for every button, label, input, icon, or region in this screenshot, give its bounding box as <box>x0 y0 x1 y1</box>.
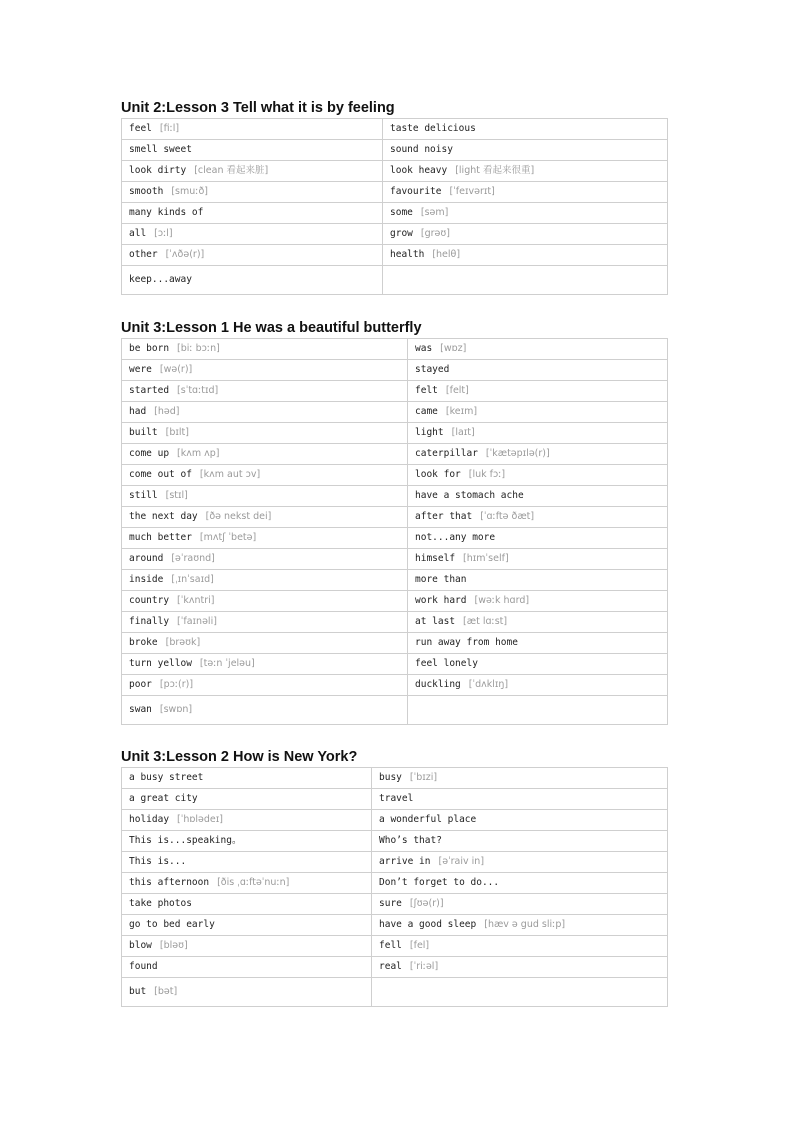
vocab-phonetic: [bət] <box>154 986 178 997</box>
vocab-phonetic: [brəʊk] <box>165 637 201 648</box>
vocab-word: favourite <box>390 186 442 197</box>
vocab-word: busy <box>379 772 402 783</box>
vocab-cell <box>122 915 372 936</box>
vocab-cell <box>408 381 668 402</box>
vocab-word: a busy street <box>129 772 204 783</box>
table-row <box>122 789 668 810</box>
vocab-phonetic: [təːn ˈjeləu] <box>199 658 255 669</box>
vocab-word: the next day <box>129 511 198 522</box>
vocab-phonetic: [clean 看起来脏] <box>194 165 269 176</box>
table-row <box>122 119 668 140</box>
vocab-phonetic: [hɪmˈself] <box>463 553 509 564</box>
vocab-phonetic: [ˈʌðə(r)] <box>165 249 205 260</box>
vocab-cell <box>383 119 668 140</box>
vocab-cell <box>383 266 668 295</box>
vocab-word: around <box>129 553 164 564</box>
vocab-phonetic: [felt] <box>445 385 469 396</box>
vocab-phonetic: [ˈfeɪvərɪt] <box>449 186 495 197</box>
vocab-cell <box>408 591 668 612</box>
vocab-word: come up <box>129 448 170 459</box>
vocab-cell <box>372 873 668 894</box>
vocab-word: have a good sleep <box>379 919 477 930</box>
vocab-cell <box>372 936 668 957</box>
vocab-cell <box>122 486 408 507</box>
vocab-word: feel lonely <box>415 658 478 669</box>
vocab-phonetic: [səm] <box>420 207 449 218</box>
section-title: Unit 3:Lesson 1 He was a beautiful butterfly <box>121 320 422 336</box>
vocab-table <box>121 118 668 295</box>
section-unit2-lesson3 <box>121 99 668 295</box>
vocab-cell <box>122 675 408 696</box>
vocab-cell <box>408 465 668 486</box>
vocab-cell <box>372 831 668 852</box>
vocab-word: run away from home <box>415 637 518 648</box>
vocab-cell <box>408 360 668 381</box>
vocab-word: not...any more <box>415 532 496 543</box>
vocab-word: grow <box>390 228 413 239</box>
vocab-cell <box>122 182 383 203</box>
vocab-word: travel <box>379 793 414 804</box>
table-row <box>122 696 668 725</box>
vocab-phonetic: [wɒz] <box>440 343 467 354</box>
vocab-cell <box>372 810 668 831</box>
table-row <box>122 486 668 507</box>
vocab-cell <box>122 402 408 423</box>
vocab-word: sure <box>379 898 402 909</box>
table-row <box>122 957 668 978</box>
vocab-word: still <box>129 490 158 501</box>
table-row <box>122 381 668 402</box>
table-row <box>122 528 668 549</box>
vocab-cell <box>122 831 372 852</box>
vocab-phonetic: [əˈraʊnd] <box>171 553 215 564</box>
vocab-word: arrive in <box>379 856 431 867</box>
vocab-cell <box>408 423 668 444</box>
vocab-word: inside <box>129 574 164 585</box>
vocab-phonetic: [ðə nekst dei] <box>205 511 272 522</box>
vocab-word: real <box>379 961 402 972</box>
vocab-phonetic: [ʃʊə(r)] <box>409 898 444 909</box>
table-row <box>122 654 668 675</box>
vocab-cell <box>122 852 372 873</box>
vocab-cell <box>408 402 668 423</box>
vocab-phonetic: [ˈɑːftə ðæt] <box>480 511 535 522</box>
table-row <box>122 675 668 696</box>
vocab-phonetic: [ˈkætəpɪlə(r)] <box>485 448 550 459</box>
vocab-phonetic: [mʌtʃ ˈbetə] <box>199 532 257 543</box>
vocab-cell <box>122 224 383 245</box>
vocab-cell <box>408 612 668 633</box>
vocab-word: at last <box>415 616 456 627</box>
vocab-cell <box>122 203 383 224</box>
table-row <box>122 224 668 245</box>
vocab-phonetic: [ˈfaɪnəli] <box>177 616 217 627</box>
table-row <box>122 852 668 873</box>
vocab-cell <box>122 957 372 978</box>
vocab-phonetic: [grəʊ] <box>420 228 450 239</box>
vocab-word: other <box>129 249 158 260</box>
vocab-word: feel <box>129 123 152 134</box>
vocab-word: sound noisy <box>390 144 453 155</box>
vocab-phonetic: [swɒn] <box>159 704 193 715</box>
table-row <box>122 810 668 831</box>
vocab-cell <box>122 768 372 789</box>
table-row <box>122 140 668 161</box>
vocab-phonetic: [fel] <box>409 940 430 951</box>
vocab-cell <box>122 873 372 894</box>
vocab-cell <box>122 570 408 591</box>
vocab-cell <box>383 140 668 161</box>
vocab-cell <box>372 852 668 873</box>
vocab-word: This is... <box>129 856 187 867</box>
vocab-cell <box>383 245 668 266</box>
vocab-cell <box>372 894 668 915</box>
vocab-cell <box>383 161 668 182</box>
vocab-phonetic: [luk fɔː] <box>468 469 506 480</box>
vocab-cell <box>122 894 372 915</box>
vocab-cell <box>408 339 668 360</box>
vocab-word: swan <box>129 704 152 715</box>
table-row <box>122 612 668 633</box>
table-row <box>122 549 668 570</box>
vocab-word: himself <box>415 553 456 564</box>
table-row <box>122 873 668 894</box>
vocab-cell <box>122 266 383 295</box>
table-row <box>122 360 668 381</box>
vocab-cell <box>122 444 408 465</box>
vocab-word: work hard <box>415 595 467 606</box>
section-title: Unit 2:Lesson 3 Tell what it is by feeling <box>121 100 395 116</box>
vocab-word: look dirty <box>129 165 187 176</box>
vocab-cell <box>408 444 668 465</box>
vocab-cell <box>122 978 372 1007</box>
table-row <box>122 507 668 528</box>
table-row <box>122 203 668 224</box>
vocab-cell <box>122 696 408 725</box>
vocab-cell <box>122 528 408 549</box>
vocab-phonetic: [biː bɔːn] <box>177 343 220 354</box>
vocab-word: broke <box>129 637 158 648</box>
table-row <box>122 978 668 1007</box>
vocab-cell <box>122 612 408 633</box>
vocab-cell <box>372 915 668 936</box>
vocab-phonetic: [pɔː(r)] <box>159 679 194 690</box>
vocab-word: stayed <box>415 364 450 375</box>
vocab-word: felt <box>415 385 438 396</box>
vocab-cell <box>122 507 408 528</box>
vocab-cell <box>408 633 668 654</box>
vocab-table <box>121 767 668 1007</box>
vocab-phonetic: [əˈraiv in] <box>438 856 485 867</box>
vocab-word: many kinds of <box>129 207 204 218</box>
vocab-phonetic: [æt lɑːst] <box>463 616 508 627</box>
vocab-word: light <box>415 427 444 438</box>
vocab-table <box>121 338 668 725</box>
vocab-cell <box>122 936 372 957</box>
vocab-word: but <box>129 986 147 997</box>
vocab-cell <box>122 245 383 266</box>
vocab-word: were <box>129 364 152 375</box>
vocab-cell <box>408 549 668 570</box>
vocab-cell <box>408 570 668 591</box>
section-title: Unit 3:Lesson 2 How is New York? <box>121 749 358 765</box>
vocab-word: country <box>129 595 170 606</box>
vocab-cell <box>372 978 668 1007</box>
vocab-phonetic: [ˈkʌntri] <box>177 595 215 606</box>
vocab-cell <box>122 591 408 612</box>
vocab-word: take photos <box>129 898 192 909</box>
table-row <box>122 402 668 423</box>
vocab-word: caterpillar <box>415 448 478 459</box>
table-row <box>122 245 668 266</box>
vocab-phonetic: [wə(r)] <box>159 364 193 375</box>
table-row <box>122 633 668 654</box>
vocab-word: Don’t forget to do... <box>379 877 500 888</box>
vocab-cell <box>408 654 668 675</box>
vocab-word: a wonderful place <box>379 814 477 825</box>
table-row <box>122 894 668 915</box>
vocab-cell <box>372 789 668 810</box>
vocab-word: have a stomach ache <box>415 490 524 501</box>
vocab-phonetic: [sˈtɑːtɪd] <box>177 385 219 396</box>
vocab-cell <box>408 528 668 549</box>
table-row <box>122 444 668 465</box>
vocab-cell <box>408 675 668 696</box>
vocab-word: look for <box>415 469 461 480</box>
vocab-word: go to bed early <box>129 919 215 930</box>
vocab-word: more than <box>415 574 467 585</box>
vocab-word: fell <box>379 940 402 951</box>
vocab-word: started <box>129 385 170 396</box>
vocab-phonetic: [keɪm] <box>445 406 478 417</box>
vocab-cell <box>122 465 408 486</box>
vocab-cell <box>372 768 668 789</box>
vocab-phonetic: [ɔːl] <box>154 228 173 239</box>
vocab-cell <box>383 203 668 224</box>
vocab-cell <box>122 654 408 675</box>
vocab-cell <box>122 423 408 444</box>
vocab-phonetic: [ˈhɒlədeɪ] <box>177 814 224 825</box>
vocab-word: look heavy <box>390 165 448 176</box>
vocab-word: come out of <box>129 469 192 480</box>
vocab-word: built <box>129 427 158 438</box>
vocab-cell <box>408 507 668 528</box>
table-row <box>122 831 668 852</box>
table-row <box>122 768 668 789</box>
vocab-word: all <box>129 228 147 239</box>
vocab-word: holiday <box>129 814 170 825</box>
vocab-cell <box>372 957 668 978</box>
vocab-word: be born <box>129 343 170 354</box>
vocab-word: this afternoon <box>129 877 210 888</box>
vocab-phonetic: [ˈdʌklɪŋ] <box>468 679 509 690</box>
vocab-word: smooth <box>129 186 164 197</box>
table-row <box>122 182 668 203</box>
vocab-cell <box>408 486 668 507</box>
vocab-cell <box>122 360 408 381</box>
vocab-word: keep...away <box>129 274 192 285</box>
table-row <box>122 591 668 612</box>
vocab-phonetic: [həd] <box>154 406 180 417</box>
vocab-phonetic: [ðis ˌɑːftəˈnuːn] <box>217 877 290 888</box>
vocab-word: a great city <box>129 793 198 804</box>
vocab-cell <box>122 789 372 810</box>
vocab-phonetic: [fiːl] <box>159 123 180 134</box>
vocab-word: health <box>390 249 425 260</box>
vocab-word: found <box>129 961 158 972</box>
vocab-phonetic: [helθ] <box>432 249 461 260</box>
vocab-phonetic: [smuːð] <box>171 186 208 197</box>
vocab-phonetic: [kʌm aut ɔv] <box>199 469 261 480</box>
table-row <box>122 915 668 936</box>
table-row <box>122 161 668 182</box>
vocab-word: smell sweet <box>129 144 192 155</box>
vocab-phonetic: [bɪlt] <box>165 427 189 438</box>
vocab-word: was <box>415 343 433 354</box>
vocab-cell <box>122 119 383 140</box>
vocab-word: much better <box>129 532 192 543</box>
vocab-cell <box>408 696 668 725</box>
table-row <box>122 570 668 591</box>
vocab-phonetic: [ˈbɪzi] <box>409 772 438 783</box>
vocab-word: had <box>129 406 147 417</box>
section-unit3-lesson1 <box>121 319 668 725</box>
table-row <box>122 936 668 957</box>
vocab-word: duckling <box>415 679 461 690</box>
vocab-word: came <box>415 406 438 417</box>
vocab-cell <box>122 161 383 182</box>
vocab-phonetic: [hæv ə gud sliːp] <box>484 919 566 930</box>
vocab-phonetic: [laɪt] <box>451 427 475 438</box>
vocab-cell <box>122 140 383 161</box>
vocab-cell <box>383 182 668 203</box>
vocab-cell <box>122 633 408 654</box>
section-unit3-lesson2 <box>121 748 668 1007</box>
vocab-word: poor <box>129 679 152 690</box>
vocab-phonetic: [kʌm ʌp] <box>177 448 220 459</box>
vocab-cell <box>122 381 408 402</box>
vocab-cell <box>122 339 408 360</box>
table-row <box>122 266 668 295</box>
vocab-word: some <box>390 207 413 218</box>
vocab-phonetic: [bləʊ] <box>159 940 188 951</box>
vocab-word: This is...speaking。 <box>129 835 242 846</box>
vocab-cell <box>122 549 408 570</box>
vocab-phonetic: [wəːk hɑrd] <box>474 595 530 606</box>
vocab-word: after that <box>415 511 473 522</box>
vocab-phonetic: [light 看起来很重] <box>455 165 535 176</box>
table-row <box>122 423 668 444</box>
vocab-phonetic: [ˌɪnˈsaɪd] <box>171 574 214 585</box>
vocab-cell <box>122 810 372 831</box>
vocab-word: finally <box>129 616 170 627</box>
table-row <box>122 465 668 486</box>
table-row <box>122 339 668 360</box>
vocab-word: Who’s that? <box>379 835 442 846</box>
vocab-phonetic: [stɪl] <box>165 490 188 501</box>
vocab-phonetic: [ˈriːəl] <box>409 961 439 972</box>
vocab-cell <box>383 224 668 245</box>
vocab-word: blow <box>129 940 152 951</box>
vocab-word: taste delicious <box>390 123 476 134</box>
vocab-word: turn yellow <box>129 658 192 669</box>
